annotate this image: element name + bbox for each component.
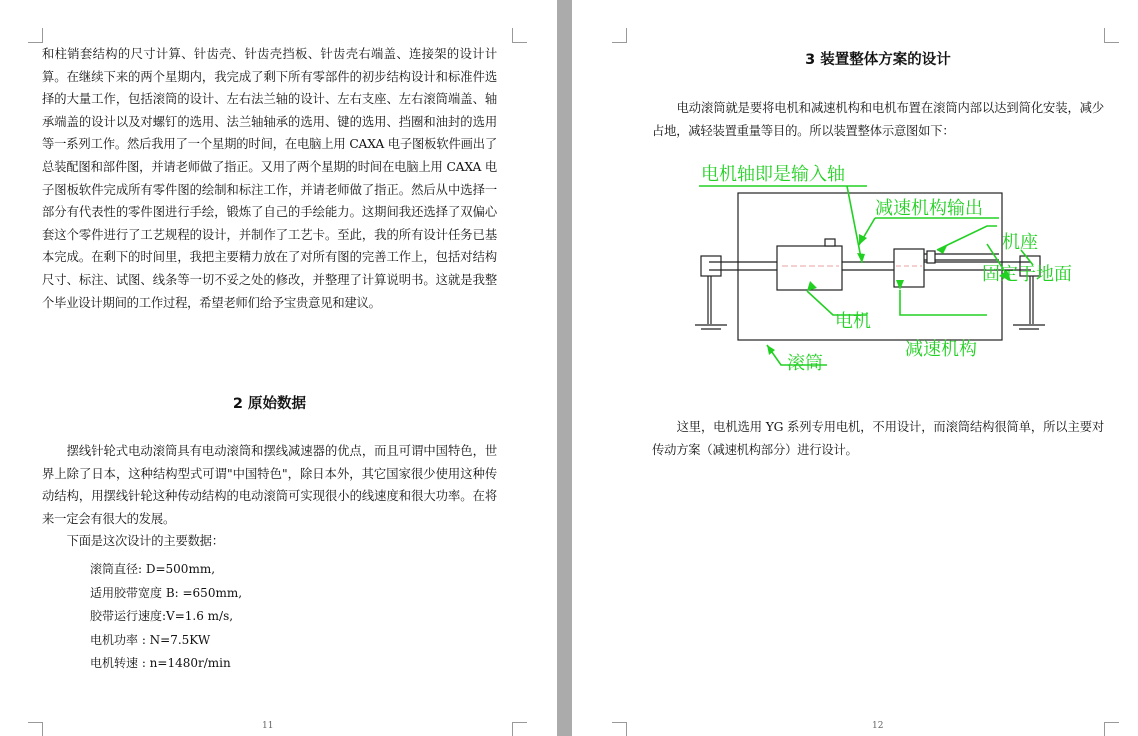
section-text: 摆线针轮式电动滚筒具有电动滚筒和摆线减速器的优点，而且可谓中国特色，世界上除了日本，这种结构型式可谓"中国特色"，除日本外，其它国家很少使用这种传动结构，用摆线针轮这种传动结构的电动滚筒可实现很小的线速度和很大功率。在将来一定会有很大的发展。	[42, 444, 497, 526]
section-heading-2: 2 原始数据	[232, 396, 307, 412]
margin-mark	[612, 28, 627, 43]
label-motor-shaft: 电机轴即是输入轴	[701, 164, 845, 185]
data-item-motor-power: 电机功率 : N=7.5KW	[90, 632, 211, 647]
section-heading-3: 3 装置整体方案的设计	[805, 52, 951, 68]
section-paragraph	[42, 440, 497, 553]
margin-mark	[512, 722, 527, 736]
page-number: 12	[872, 721, 884, 731]
data-item-motor-speed: 电机转速 : n=1480r/min	[90, 656, 231, 670]
document-page-11	[0, 0, 557, 736]
label-reducer-output: 减速机构输出	[875, 198, 983, 219]
margin-mark	[1104, 722, 1119, 736]
document-page-12	[572, 0, 1138, 736]
margin-mark	[1104, 28, 1119, 43]
left-support	[701, 256, 721, 276]
design-data-list	[90, 558, 242, 676]
drum-scheme-diagram	[687, 150, 1117, 390]
scheme-closing-text: 这里，电机选用 YG 系列专用电机，不用设计，而滚筒结构很简单，所以主要对传动方案（减速机构部分）进行设计。	[652, 420, 1104, 457]
scheme-intro-paragraph	[652, 97, 1104, 142]
label-frame: 机座	[1002, 232, 1038, 253]
margin-mark	[28, 722, 43, 736]
scheme-closing-paragraph	[652, 416, 1104, 461]
data-item-belt-width: 适用胶带宽度 B: =650mm,	[90, 585, 243, 600]
data-item-belt-speed: 胶带运行速度:V=1.6 m/s,	[90, 609, 234, 623]
data-intro: 下面是这次设计的主要数据：	[66, 534, 224, 549]
intro-text: 和柱销套结构的尺寸计算、针齿壳、针齿壳挡板、针齿壳右端盖、连接架的设计计算。在继续下来的两个星期内，我完成了剩下所有零部件的初步结构设计和标准件选择的大量工作，包括滚筒的设计、左右法兰轴的设计、左右支座、左右滚筒端盖、轴承端盖的设计以及对螺钉的选用、法兰轴轴承的选用、键的选用、挡圈和油封的选用等一系列工作。然后我用了一个星期的时间，在电脑上用 CAXA 电子图板软件画出了总装配图和部件图，并请老师做了指正。又用了两个星期的时间在电脑上用 CAXA 电子图板软件完成所有零件图的绘制和标注工作，并请老师做了指正。然后从中选择一部分有代表性的零件图进行手绘，锻炼了自己的手绘能力。这期间我还选择了双偏心套这个零件进行了工艺规程的设计，并制作了工艺卡。至此，我的所有设计任务已基本完成。在剩下的时间里，我把主要精力放在了对所有图的完善工作上，包括对结构尺寸、标注、试图、线条等一切不妥之处的修改，并整理了计算说明书。这就是我整个毕业设计期间的工作过程，希望老师们给予宝贵意见和建议。	[42, 47, 497, 310]
label-drum: 滚筒	[787, 353, 823, 374]
label-motor: 电机	[835, 311, 871, 332]
page-number: 11	[262, 721, 274, 731]
data-item-drum-diameter: 滚筒直径: D=500mm,	[90, 562, 216, 576]
label-fixed-ground: 固定于地面	[982, 264, 1072, 285]
margin-mark	[612, 722, 627, 736]
margin-mark	[28, 28, 43, 43]
margin-mark	[512, 28, 527, 43]
intro-paragraph	[42, 43, 497, 314]
label-reducer: 减速机构	[905, 339, 977, 360]
scheme-intro-text: 电动滚筒就是要将电机和减速机构和电机布置在滚筒内部以达到简化安装，减少占地，减轻装置重量等目的。所以装置整体示意图如下：	[652, 101, 1104, 138]
